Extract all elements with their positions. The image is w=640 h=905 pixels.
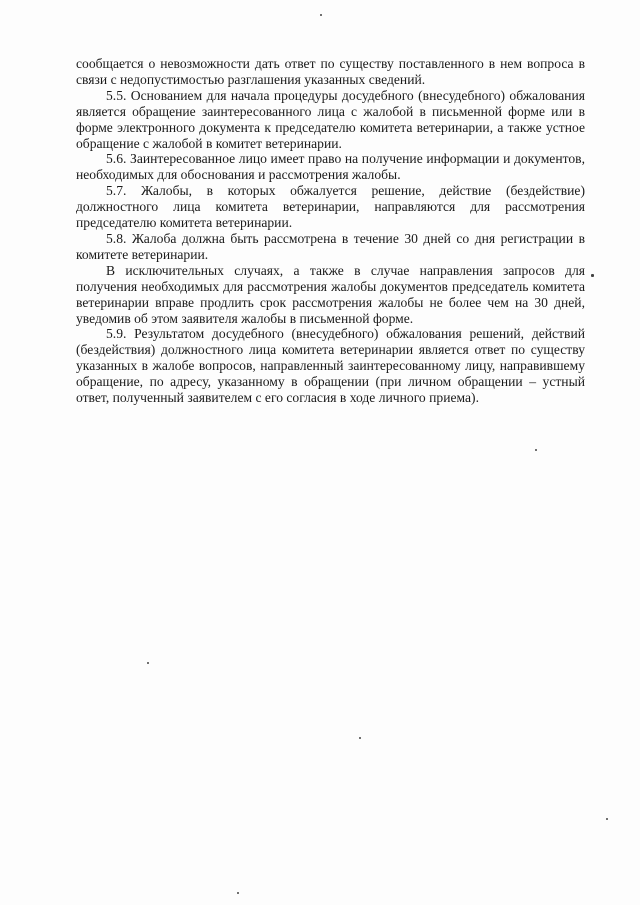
paragraph-5-9: 5.9. Результатом досудебного (внесудебного) обжалования решений, действий (бездействия) должностного лица комитета ветеринарии является ответ по существу указанных в жалобе вопросов, направленный заинтересованному лицу, направившему обращение, по адресу, указанному в обращении (при личном обращении – устный ответ, полученный заявителем с его согласия в ходе личного приема). xyxy=(76,326,585,406)
paragraph-5-6: 5.6. Заинтересованное лицо имеет право на получение информации и документов, необходимых для обоснования и рассмотрения жалобы. xyxy=(76,151,585,183)
scan-speck xyxy=(535,449,537,451)
paragraph-continuation: сообщается о невозможности дать ответ по существу поставленного в нем вопроса в связи с недопустимостью разглашения указанных сведений. xyxy=(76,56,585,87)
document-body xyxy=(76,56,585,406)
scan-speck xyxy=(591,274,594,277)
paragraph-5-8: 5.8. Жалоба должна быть рассмотрена в течение 30 дней со дня регистрации в комитете ветеринарии. xyxy=(76,230,585,262)
scan-speck xyxy=(606,818,608,820)
scan-speck xyxy=(237,892,239,894)
scan-speck xyxy=(320,14,322,16)
scan-speck xyxy=(147,662,149,664)
paragraph-5-7: 5.7. Жалобы, в которых обжалуется решение, действие (бездействие) должностного лица комитета ветеринарии, направляются для рассмотрения председателю комитета ветеринарии. xyxy=(76,183,585,231)
paragraph-5-5: 5.5. Основанием для начала процедуры досудебного (внесудебного) обжалования является обращение заинтересованного лица с жалобой в письменной форме или в форме электронного документа к председателю комитета ветеринарии, а также устное обращение с жалобой в комитет ветеринарии. xyxy=(76,87,585,151)
scan-speck xyxy=(359,737,361,739)
paragraph-exceptional-cases: В исключительных случаях, а также в случае направления запросов для получения необходимых для рассмотрения жалобы документов председатель комитета ветеринарии вправе продлить срок рассмотрения жалобы не более чем на 30 дней, уведомив об этом заявителя жалобы в письменной форме. xyxy=(76,262,585,326)
